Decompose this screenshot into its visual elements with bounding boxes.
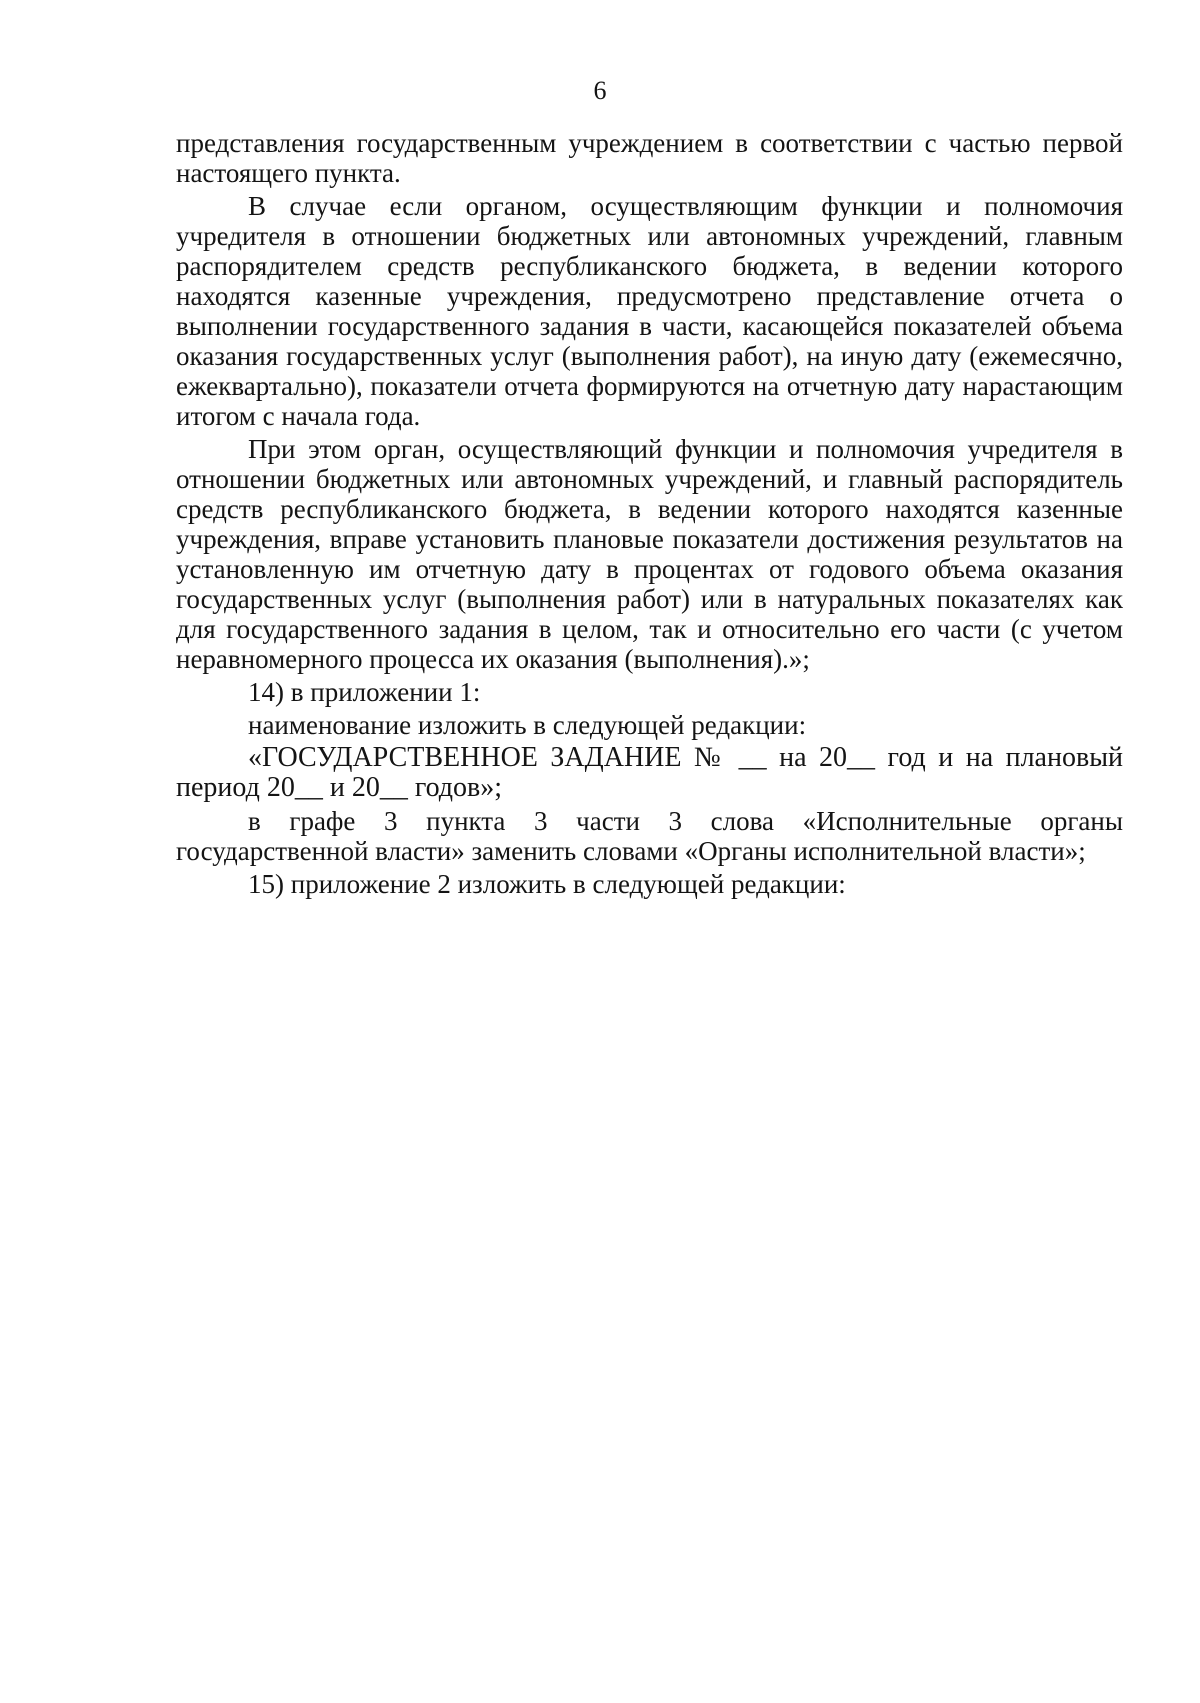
paragraph-column-3-replacement: в графе 3 пункта 3 части 3 слова «Исполнительные органы государственной власти» заменить словами «Органы исполнительной власти»; bbox=[176, 806, 1123, 866]
page-number: 6 bbox=[593, 76, 607, 105]
paragraph-planned-indicators: При этом орган, осуществляющий функции и полномочия учредителя в отношении бюджетных или автономных учреждений, и главный распорядитель средств республиканского бюджета, в ведении которого находятся казенные учреждения, вправе установить плановые показатели достижения результатов на установленную им отчетную дату в процентах от годового объема оказания государственных услуг (выполнения работ) или в натуральных показателях как для государственного задания в целом, так и относительно его части (с учетом неравномерного процесса их оказания (выполнения).»; bbox=[176, 434, 1123, 674]
paragraph-item-14: 14) в приложении 1: bbox=[248, 677, 481, 707]
paragraph-state-assignment-title: «ГОСУДАРСТВЕННОЕ ЗАДАНИЕ № __ на 20__ год и на плановый период 20__ и 20__ годов»; bbox=[176, 742, 1123, 803]
paragraph-item-15: 15) приложение 2 изложить в следующей редакции: bbox=[248, 869, 846, 899]
paragraph-report-date: В случае если органом, осуществляющим функции и полномочия учредителя в отношении бюджетных или автономных учреждений, главным распорядителем средств республиканского бюджета, в ведении которого находятся казенные учреждения, предусмотрено представление отчета о выполнении государственного задания в части, касающейся показателей объема оказания государственных услуг (выполнения работ), на иную дату (ежемесячно, ежеквартально), показатели отчета формируются на отчетную дату нарастающим итогом с начала года. bbox=[176, 191, 1123, 431]
paragraph-continuation: представления государственным учреждением в соответствии с частью первой настоящего пункта. bbox=[176, 128, 1123, 188]
document-body bbox=[176, 128, 1123, 902]
paragraph-title-instruction: наименование изложить в следующей редакции: bbox=[248, 710, 807, 740]
